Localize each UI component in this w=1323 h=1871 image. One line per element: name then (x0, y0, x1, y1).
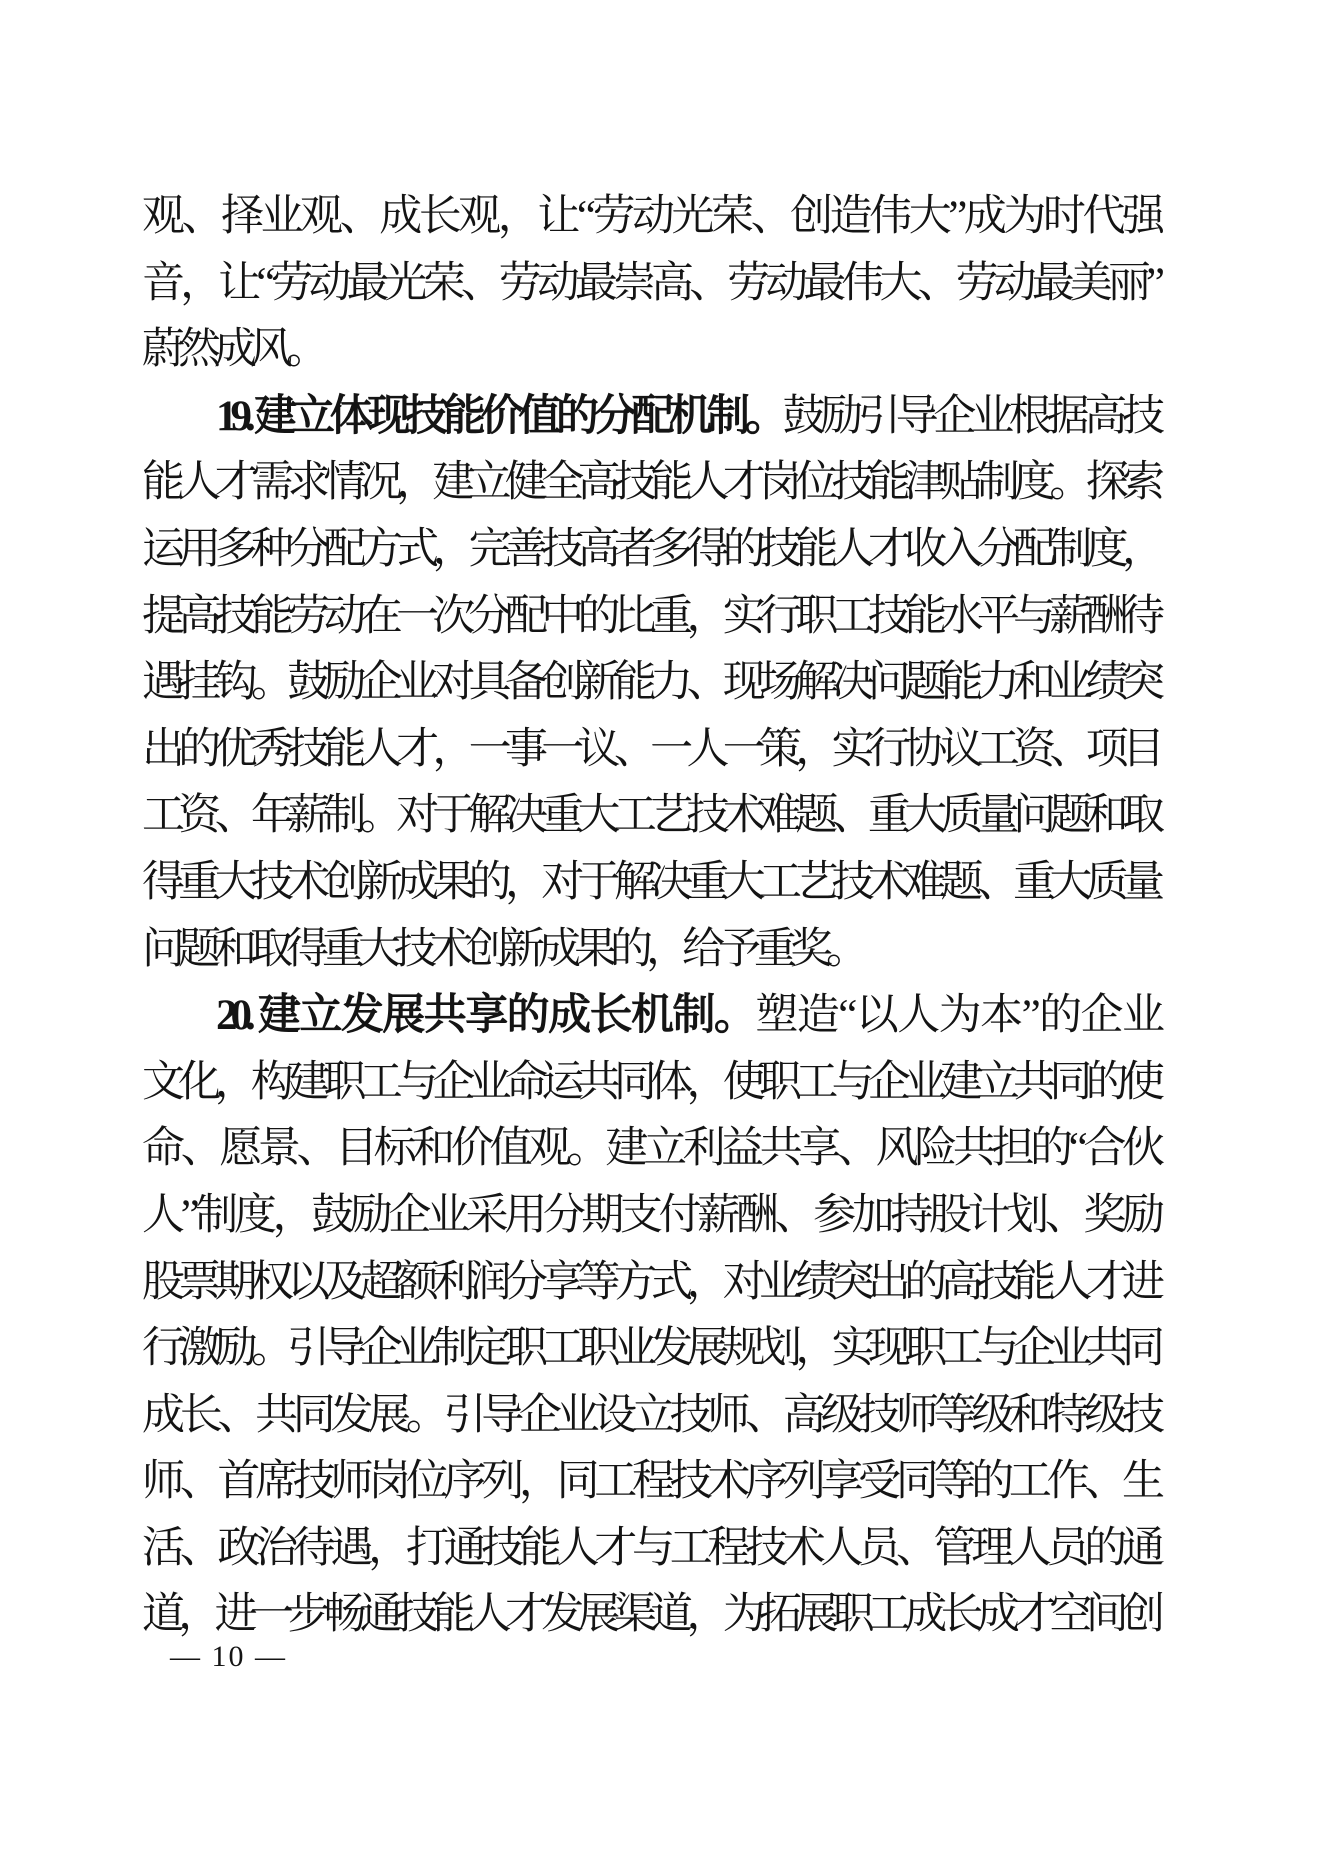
body-line: 行激励。引导企业制定职工职业发展规划，实现职工与企业共同 (142, 1325, 1158, 1373)
section-heading-19: 19. 建立体现技能价值的分配机制。 (216, 392, 783, 440)
body-line: 提高技能劳动在一次分配中的比重，实行职工技能水平与薪酬待 (142, 592, 1158, 640)
body-line: 成长、共同发展。引导企业设立技师、高级技师等级和特级技 (142, 1391, 1158, 1439)
body-line: 文化，构建职工与企业命运共同体，使职工与企业建立共同的使 (142, 1058, 1158, 1106)
page-number: — 10 — (170, 1640, 287, 1673)
body-line: 道，进一步畅通技能人才发展渠道，为拓展职工成长成才空间创 (142, 1591, 1158, 1639)
body-line: 命、愿景、目标和价值观。建立利益共享、风险共担的“合伙 (142, 1125, 1158, 1173)
body-line: 音，让“劳动最光荣、劳动最崇高、劳动最伟大、劳动最美丽” (142, 259, 1158, 307)
body-line (142, 384, 1158, 451)
body-line: 人”制度，鼓励企业采用分期支付薪酬、参加持股计划、奖励 (142, 1191, 1158, 1239)
body-line (142, 983, 1158, 1050)
body-line: 活、政治待遇，打通技能人才与工程技术人员、管理人员的通 (142, 1524, 1158, 1572)
section-heading-20: 20. 建立发展共享的成长机制。 (216, 992, 756, 1040)
body-line: 出的优秀技能人才，一事一议、一人一策，实行协议工资、项目 (142, 725, 1158, 773)
document-body (142, 184, 1158, 1649)
body-line: 能人才需求情况，建立健全高技能人才岗位技能津贴制度。探索 (142, 459, 1158, 507)
body-line: 运用多种分配方式，完善技高者多得的技能人才收入分配制度， (142, 525, 1158, 573)
body-line: 工资、年薪制。对于解决重大工艺技术难题、重大质量问题和取 (142, 792, 1158, 840)
body-line: 得重大技术创新成果的，对于解决重大工艺技术难题、重大质量 (142, 858, 1158, 906)
body-text: 鼓励引导企业根据高技 (782, 392, 1158, 440)
body-line: 师、首席技师岗位序列，同工程技术序列享受同等的工作、生 (142, 1458, 1158, 1506)
body-line: 观、择业观、成长观，让“劳动光荣、创造伟大”成为时代强 (142, 193, 1158, 240)
body-line: 遇挂钩。鼓励企业对具备创新能力、现场解决问题能力和业绩突 (142, 659, 1158, 707)
body-line: 股票期权以及超额利润分享等方式，对业绩突出的高技能人才进 (142, 1258, 1158, 1306)
body-line: 问题和取得重大技术创新成果的，给予重奖。 (142, 925, 862, 973)
body-text: 塑造“以人为本”的企业 (755, 992, 1159, 1040)
body-line: 蔚然成风。 (142, 326, 322, 374)
